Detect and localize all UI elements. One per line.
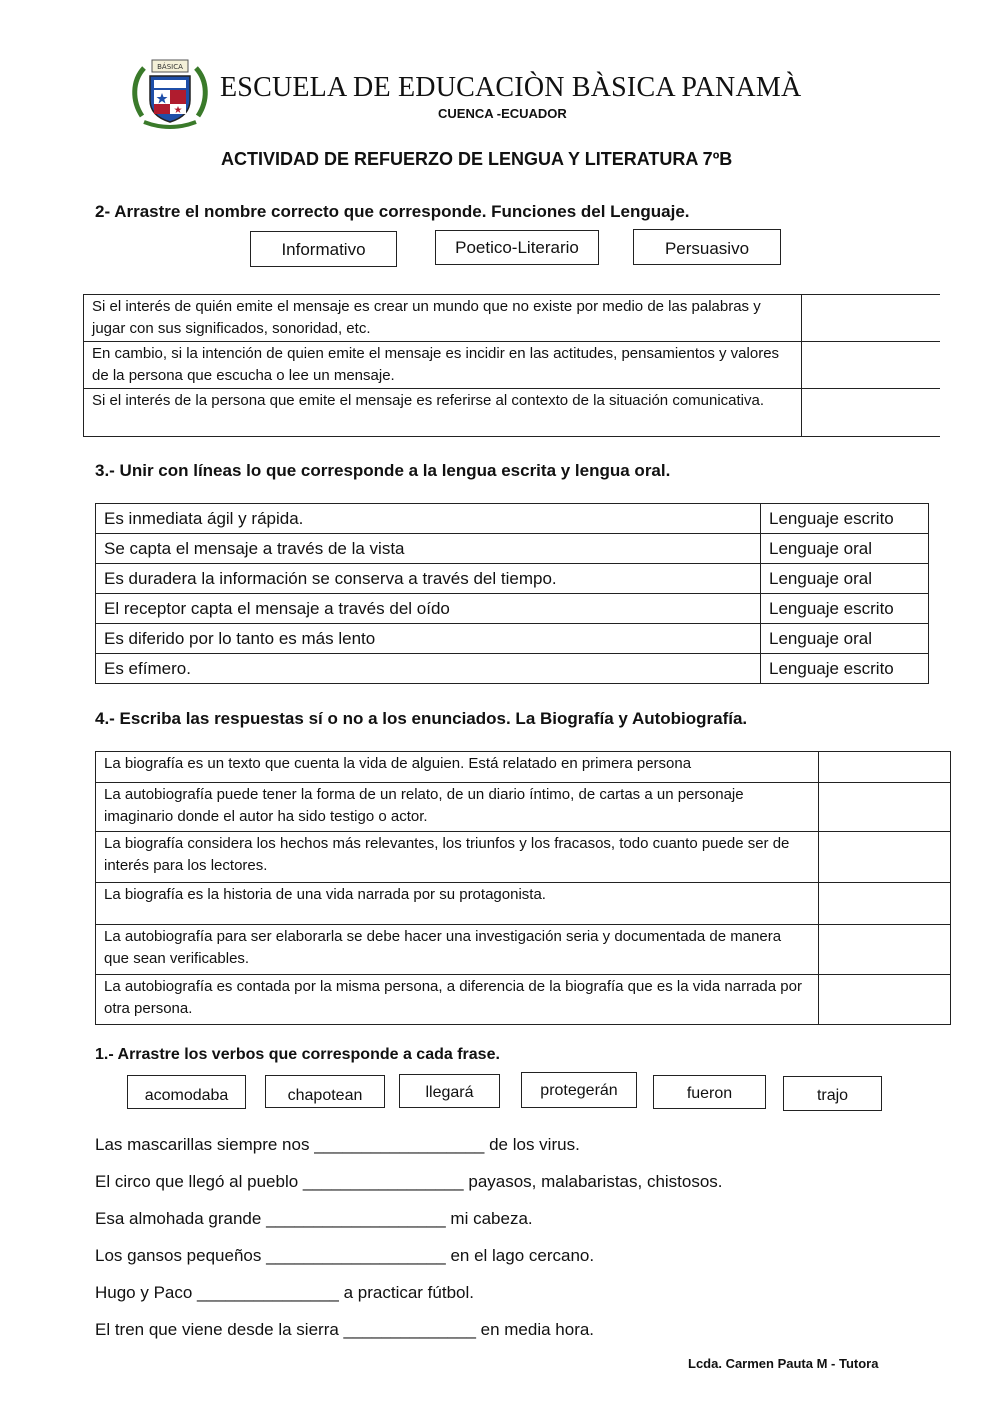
section1-heading: 1.- Arrastre los verbos que corresponde a cada frase. [95, 1046, 500, 1063]
characteristic-cell[interactable]: Es inmediata ágil y rápida. [96, 504, 761, 534]
verb-option-fueron[interactable]: fueron [653, 1075, 766, 1109]
answer-cell[interactable] [819, 975, 951, 1025]
statement-cell: La autobiografía es contada por la misma persona, a diferencia de la biografía que es la vida narrada por otra persona. [96, 975, 819, 1025]
drag-option-poetico-literario[interactable]: Poetico-Literario [435, 230, 599, 265]
svg-text:BÁSICA: BÁSICA [157, 63, 183, 71]
functions-table [83, 294, 940, 437]
school-city: CUENCA -ECUADOR [438, 106, 567, 121]
answer-cell[interactable] [819, 883, 951, 925]
table-row [96, 594, 929, 624]
verb-option-trajo[interactable]: trajo [783, 1076, 882, 1111]
activity-title: ACTIVIDAD DE REFUERZO DE LENGUA Y LITERATURA 7ºB [221, 149, 733, 169]
answer-cell[interactable] [819, 925, 951, 975]
verb-option-llegara[interactable]: llegará [399, 1074, 500, 1108]
table-row [96, 752, 951, 783]
verb-option-acomodaba[interactable]: acomodaba [127, 1075, 246, 1109]
answer-cell[interactable] [819, 752, 951, 783]
statement-cell: La biografía es la historia de una vida narrada por su protagonista. [96, 883, 819, 925]
characteristic-cell[interactable]: Es duradera la información se conserva a través del tiempo. [96, 564, 761, 594]
table-row [96, 832, 951, 883]
characteristic-cell[interactable]: Es efímero. [96, 654, 761, 684]
fill-sentence[interactable]: El tren que viene desde la sierra ______________ en media hora. [95, 1320, 595, 1339]
characteristic-cell[interactable]: El receptor capta el mensaje a través del oído [96, 594, 761, 624]
table-row [84, 295, 941, 342]
fill-sentence[interactable]: Esa almohada grande ___________________ mi cabeza. [95, 1209, 533, 1228]
language-type-cell[interactable]: Lenguaje escrito [761, 504, 929, 534]
table-row [96, 975, 951, 1025]
section3-heading: 3.- Unir con líneas lo que corresponde a la lengua escrita y lengua oral. [95, 461, 671, 480]
school-logo [130, 56, 210, 132]
statement-cell: La biografía es un texto que cuenta la vida de alguien. Está relatado en primera persona [96, 752, 819, 783]
fill-sentence[interactable]: Los gansos pequeños ___________________ en el lago cercano. [95, 1246, 595, 1265]
statement-cell: La autobiografía puede tener la forma de un relato, de un diario íntimo, de cartas a un personaje imaginario donde el autor ha sido testigo o actor. [96, 783, 819, 832]
language-type-cell[interactable]: Lenguaje oral [761, 564, 929, 594]
school-name: ESCUELA DE EDUCACIÒN BÀSICA PANAMÀ [220, 72, 802, 103]
statement-cell: La biografía considera los hechos más relevantes, los triunfos y los fracasos, todo cuanto puede ser de interés para los lectores. [96, 832, 819, 883]
verb-option-protegeran[interactable]: protegerán [521, 1072, 637, 1108]
drop-target-cell[interactable] [802, 342, 941, 389]
table-row [84, 342, 941, 389]
answer-cell[interactable] [819, 783, 951, 832]
drag-option-persuasivo[interactable]: Persuasivo [633, 229, 781, 265]
table-row [96, 925, 951, 975]
drop-target-cell[interactable] [802, 389, 941, 437]
language-type-cell[interactable]: Lenguaje escrito [761, 594, 929, 624]
characteristic-cell[interactable]: Es diferido por lo tanto es más lento [96, 624, 761, 654]
answer-cell[interactable] [819, 832, 951, 883]
function-description: Si el interés de quién emite el mensaje es crear un mundo que no existe por medio de las palabras y jugar con sus significados, sonoridad, etc. [84, 295, 802, 342]
table-row [96, 504, 929, 534]
verb-option-chapotean[interactable]: chapotean [265, 1075, 385, 1108]
oral-written-table [95, 503, 929, 684]
fill-sentence[interactable]: Hugo y Paco _______________ a practicar fútbol. [95, 1283, 474, 1302]
table-row [96, 564, 929, 594]
language-type-cell[interactable]: Lenguaje oral [761, 534, 929, 564]
table-row [96, 624, 929, 654]
section4-heading: 4.- Escriba las respuestas sí o no a los enunciados. La Biografía y Autobiografía. [95, 709, 748, 728]
statement-cell: La autobiografía para ser elaborarla se debe hacer una investigación seria y documentada de manera que sean verificables. [96, 925, 819, 975]
table-row [96, 534, 929, 564]
drag-option-informativo[interactable]: Informativo [250, 231, 397, 267]
section2-heading: 2- Arrastre el nombre correcto que corresponde. Funciones del Lenguaje. [95, 202, 690, 221]
function-description: En cambio, si la intención de quien emite el mensaje es incidir en las actitudes, pensamientos y valores de la persona que escucha o lee un mensaje. [84, 342, 802, 389]
teacher-signature: Lcda. Carmen Pauta M - Tutora [688, 1356, 879, 1371]
table-row [96, 783, 951, 832]
characteristic-cell[interactable]: Se capta el mensaje a través de la vista [96, 534, 761, 564]
fill-sentence[interactable]: Las mascarillas siempre nos __________________ de los virus. [95, 1135, 580, 1154]
table-row [96, 654, 929, 684]
language-type-cell[interactable]: Lenguaje escrito [761, 654, 929, 684]
fill-sentence[interactable]: El circo que llegó al pueblo _________________ payasos, malabaristas, chistosos. [95, 1172, 723, 1191]
biography-table [95, 751, 951, 1025]
table-row [84, 389, 941, 437]
language-type-cell[interactable]: Lenguaje oral [761, 624, 929, 654]
function-description: Si el interés de la persona que emite el mensaje es referirse al contexto de la situación comunicativa. [84, 389, 802, 437]
drop-target-cell[interactable] [802, 295, 941, 342]
table-row [96, 883, 951, 925]
